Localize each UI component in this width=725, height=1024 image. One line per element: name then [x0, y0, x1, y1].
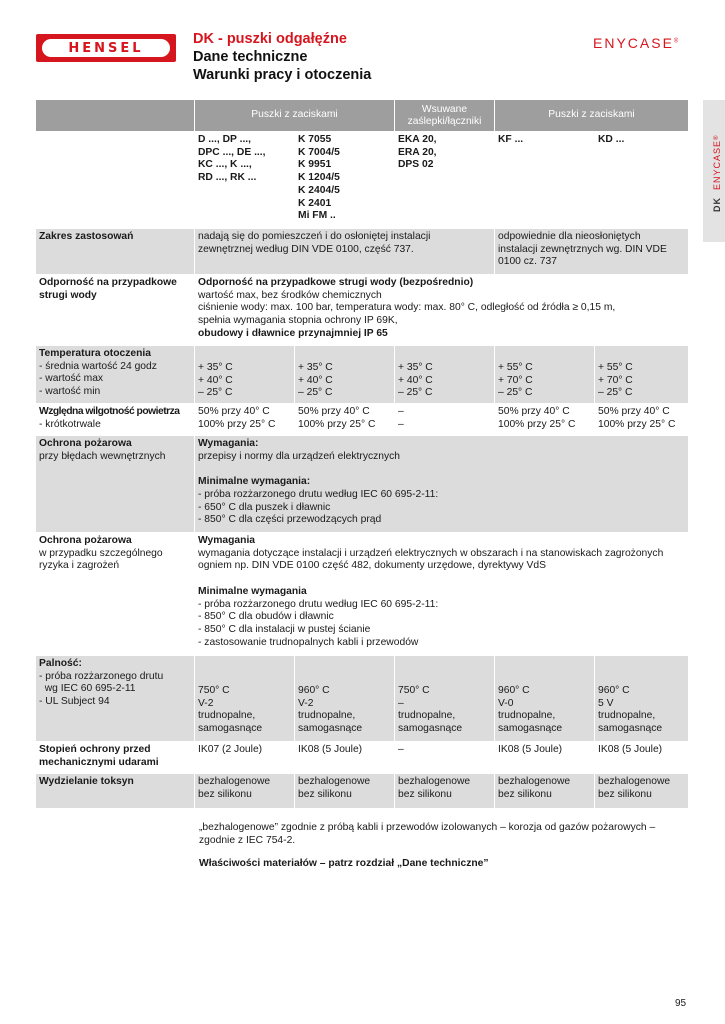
types-col-1 [195, 132, 295, 229]
text-line: DPS 02 [398, 159, 434, 171]
types-col-5 [595, 132, 689, 229]
text-line: ryzyka i zagrożeń [39, 560, 120, 572]
text-line: bez silikonu [298, 788, 352, 800]
text-line: zewnętrznej według DIN VDE 0100, część 737. [198, 243, 414, 255]
text-line: – 25° C [398, 387, 433, 399]
pozar1-min-head: Minimalne wymagania: [198, 476, 311, 488]
text-line: „bezhalogenowe” zgodnie z próbą kabli i przewodów izolowanych – korozja od gazów pożarowych – [199, 822, 656, 833]
text-line: 100% przy 25° C [598, 418, 676, 430]
text-line: Mi FM .. [298, 210, 336, 222]
side-tab-mark: ® [714, 134, 720, 140]
text-line: bezhalogenowe [298, 776, 371, 787]
text-line: - próba rozżarzonego drutu według IEC 60 695-2-11: [198, 488, 439, 500]
text-line: K 2401 [298, 197, 332, 209]
toksyny-col-2 [295, 774, 395, 809]
types-col-3 [395, 132, 495, 229]
pozar1-req-head: Wymagania: [198, 438, 259, 449]
text-line: 50% przy 40° C [298, 406, 370, 417]
text-line: zgodnie z IEC 754-2. [199, 835, 296, 846]
text-line: - wartość max [39, 373, 104, 385]
text-line: 50% przy 40° C [198, 406, 270, 417]
text-line: 0100 cz. 737 [498, 256, 557, 268]
text-line: – [398, 697, 404, 709]
text-line: bezhalogenowe [598, 776, 671, 787]
wilgotnosc-label [36, 404, 195, 436]
text-line: - próba rozżarzonego drutu według IEC 60 695-2-11: [198, 598, 439, 610]
types-label [36, 132, 195, 229]
pozar2-min [198, 599, 685, 650]
wilgotnosc-title: Względna wilgotność powietrza [39, 406, 180, 417]
text-line: - średnia wartość 24 godz [39, 360, 157, 372]
wilgotnosc-sub: - krótkotrwale [39, 418, 101, 430]
text-line: - wartość min [39, 386, 101, 398]
title-section: Dane techniczne [193, 49, 308, 65]
palnosc-title: Palność: [39, 658, 82, 669]
text-line: K 2404/5 [298, 184, 340, 196]
toksyny-label: Wydzielanie toksyn [36, 774, 195, 809]
types-col-2 [295, 132, 395, 229]
palnosc-col-3 [395, 656, 495, 742]
text-line: EKA 20, [398, 134, 437, 145]
text-line: 100% przy 25° C [498, 418, 576, 430]
wilgotnosc-col-3 [395, 404, 495, 436]
text-line: - 650° C dla puszek i dławnic [198, 501, 331, 513]
palnosc-sub [39, 671, 191, 709]
zakres-a [195, 229, 495, 275]
note-materials: Właściwości materiałów – patrz rozdział „Dane techniczne” [199, 858, 489, 869]
header-group-3: Puszki z zaciskami [495, 100, 689, 132]
text-line: V-2 [198, 697, 214, 709]
header-group-2: Wsuwane zaślepki/łączniki [395, 100, 495, 132]
text-line: 750° C [198, 685, 230, 696]
text-line: D ..., DP ..., [198, 134, 252, 145]
enycase-brand [593, 35, 680, 51]
text-line: - próba rozżarzonego drutu [39, 670, 164, 682]
text-line: 100% przy 25° C [198, 418, 276, 430]
text-line: Stopień ochrony przed [39, 744, 151, 755]
stopien-col-2: IK08 (5 Joule) [295, 742, 395, 774]
text-line: KC ..., K ..., [198, 159, 252, 171]
temperatura-sub [39, 361, 191, 399]
pozar2-label [36, 533, 195, 656]
text-line: + 55° C [498, 362, 533, 373]
text-line: – [398, 406, 404, 417]
logo-text: HENSEL [68, 40, 144, 56]
temperatura-col-4 [495, 346, 595, 404]
text-line: bez silikonu [198, 788, 252, 800]
text-line: strugi wody [39, 289, 97, 301]
text-line: wg IEC 60 695-2-11 [39, 683, 136, 695]
text-line: trudnopalne, [598, 710, 656, 722]
text-line: trudnopalne, [298, 710, 356, 722]
text-line: odpowiednie dla nieosłoniętych [498, 231, 641, 242]
text-line: bezhalogenowe [398, 776, 471, 787]
text-line: Odporność na przypadkowe [39, 277, 177, 288]
pozar2-req-head: Wymagania [198, 535, 256, 546]
temperatura-title: Temperatura otoczenia [39, 348, 151, 359]
text-line: – 25° C [598, 387, 633, 399]
text-line: spełnia wymagania stopnia ochrony IP 69K, [198, 315, 398, 327]
stopien-label [36, 742, 195, 774]
stopien-col-4: IK08 (5 Joule) [495, 742, 595, 774]
temperatura-col-5 [595, 346, 689, 404]
hensel-logo [36, 34, 176, 62]
palnosc-col-4 [495, 656, 595, 742]
text-line: + 35° C [198, 362, 233, 373]
side-tab [703, 100, 725, 242]
text-line: 750° C [398, 685, 430, 696]
text-line: ERA 20, [398, 146, 437, 158]
text-line: 50% przy 40° C [598, 406, 670, 417]
side-tab-dk: DK [712, 197, 722, 212]
text-line: trudnopalne, [198, 710, 256, 722]
pozar2-content [195, 533, 689, 656]
zakres-label: Zakres zastosowań [36, 229, 195, 275]
temperatura-col-3 [395, 346, 495, 404]
text-line: 50% przy 40° C [498, 406, 570, 417]
text-line: + 35° C [298, 362, 333, 373]
text-line: 5 V [598, 697, 614, 709]
text-line: w przypadku szczególnego [39, 547, 163, 559]
pozar2-min-head: Minimalne wymagania [198, 585, 307, 597]
toksyny-col-1 [195, 774, 295, 809]
wilgotnosc-col-4 [495, 404, 595, 436]
text-line: – [398, 418, 404, 430]
toksyny-col-3 [395, 774, 495, 809]
title-subsection: Warunki pracy i otoczenia [193, 67, 372, 83]
text-line: ciśnienie wody: max. 100 bar, temperatura wody: max. 80° C, odległość od źródła ≥ 0,15 m, [198, 302, 616, 314]
header-empty [36, 100, 195, 132]
text-line: K 1204/5 [298, 172, 340, 184]
text-line: + 55° C [598, 362, 633, 373]
text-line: KF ... [498, 134, 524, 145]
text-line: + 40° C [398, 374, 433, 386]
stopien-col-3: – [395, 742, 495, 774]
odpornosc-lines [198, 290, 685, 328]
pozar1-min [198, 489, 685, 527]
text-line: bez silikonu [598, 788, 652, 800]
text-line: K 9951 [298, 159, 332, 171]
text-line: V-2 [298, 697, 314, 709]
text-line: nadają się do pomieszczeń i do osłoniętej instalacji [198, 231, 431, 242]
note-halogen [199, 821, 679, 847]
odpornosc-head: Odporność na przypadkowe strugi wody (bezpośrednio) [198, 277, 474, 288]
text-line: RD ..., RK ... [198, 172, 257, 184]
pozar2-sub [39, 548, 191, 573]
header-group-1: Puszki z zaciskami [195, 100, 395, 132]
text-line: ogniem np. DIN VDE 0100 część 482, dokumenty urzędowe, dyrektywy VdS [198, 560, 546, 572]
text-line: 960° C [598, 685, 630, 696]
text-line: + 40° C [198, 374, 233, 386]
temperatura-col-2 [295, 346, 395, 404]
temperatura-col-1 [195, 346, 295, 404]
text-line: DPC ..., DE ..., [198, 146, 266, 158]
text-line: - 850° C dla instalacji w pustej ścianie [198, 623, 371, 635]
stopien-col-5: IK08 (5 Joule) [595, 742, 689, 774]
text-line: samogasnące [398, 723, 463, 735]
title-product: DK - puszki odgałęźne [193, 31, 347, 47]
palnosc-label [36, 656, 195, 742]
text-line: + 70° C [598, 374, 633, 386]
pozar1-req: przepisy i normy dla urządzeń elektrycznych [198, 450, 401, 462]
text-line: KD ... [598, 134, 625, 145]
text-line: bez silikonu [398, 788, 452, 800]
notes [199, 821, 679, 880]
text-line: wartość max, bez środków chemicznych [198, 289, 382, 301]
text-line: - 850° C dla obudów i dławnic [198, 611, 334, 623]
side-tab-enycase: ENYCASE [712, 139, 722, 190]
text-line: bezhalogenowe [198, 776, 271, 787]
text-line: – 25° C [298, 387, 333, 399]
types-col-4 [495, 132, 595, 229]
text-line: bezhalogenowe [498, 776, 571, 787]
text-line: K 7055 [298, 134, 332, 145]
text-line: wymagania dotyczące instalacji i urządzeń elektrycznych w obszarach i na stanowiskach zagrożonych [198, 547, 664, 559]
text-line: - UL Subject 94 [39, 696, 110, 708]
spec-table [36, 100, 689, 809]
text-line: samogasnące [598, 723, 663, 735]
text-line: + 40° C [298, 374, 333, 386]
toksyny-col-4 [495, 774, 595, 809]
odpornosc-content [195, 275, 689, 346]
palnosc-col-2 [295, 656, 395, 742]
palnosc-col-1 [195, 656, 295, 742]
text-line: 960° C [298, 685, 330, 696]
brand-mark: ® [673, 38, 681, 45]
toksyny-col-5 [595, 774, 689, 809]
text-line: 960° C [498, 685, 530, 696]
text-line: - 850° C dla części przewodzących prąd [198, 514, 382, 526]
temperatura-label [36, 346, 195, 404]
text-line: V-0 [498, 697, 514, 709]
pozar1-title: Ochrona pożarowa [39, 438, 132, 449]
text-line: – 25° C [498, 387, 533, 399]
text-line: trudnopalne, [398, 710, 456, 722]
text-line: + 35° C [398, 362, 433, 373]
stopien-col-1: IK07 (2 Joule) [195, 742, 295, 774]
text-line: 100% przy 25° C [298, 418, 376, 430]
zakres-b [495, 229, 689, 275]
pozar2-req [198, 548, 685, 573]
text-line: samogasnące [498, 723, 563, 735]
page-titles [193, 30, 371, 84]
palnosc-col-5 [595, 656, 689, 742]
text-line: samogasnące [198, 723, 263, 735]
text-line: + 70° C [498, 374, 533, 386]
pozar1-sub: przy błędach wewnętrznych [39, 450, 166, 462]
odpornosc-label [36, 275, 195, 346]
brand-text: ENYCASE [593, 35, 674, 51]
wilgotnosc-col-5 [595, 404, 689, 436]
text-line: – 25° C [198, 387, 233, 399]
text-line: K 7004/5 [298, 146, 340, 158]
text-line: instalacji zewnętrznych wg. DIN VDE [498, 243, 667, 255]
pozar1-content [195, 436, 689, 533]
wilgotnosc-col-2 [295, 404, 395, 436]
pozar1-label [36, 436, 195, 533]
page-number: 95 [675, 998, 687, 1009]
text-line: - zastosowanie trudnopalnych kabli i przewodów [198, 636, 419, 648]
text-line: samogasnące [298, 723, 363, 735]
text-line: trudnopalne, [498, 710, 556, 722]
text-line: bez silikonu [498, 788, 552, 800]
text-line: mechanicznymi udarami [39, 756, 159, 768]
odpornosc-foot: obudowy i dławnice przynajmniej IP 65 [198, 327, 388, 339]
pozar2-title: Ochrona pożarowa [39, 535, 132, 546]
wilgotnosc-col-1 [195, 404, 295, 436]
